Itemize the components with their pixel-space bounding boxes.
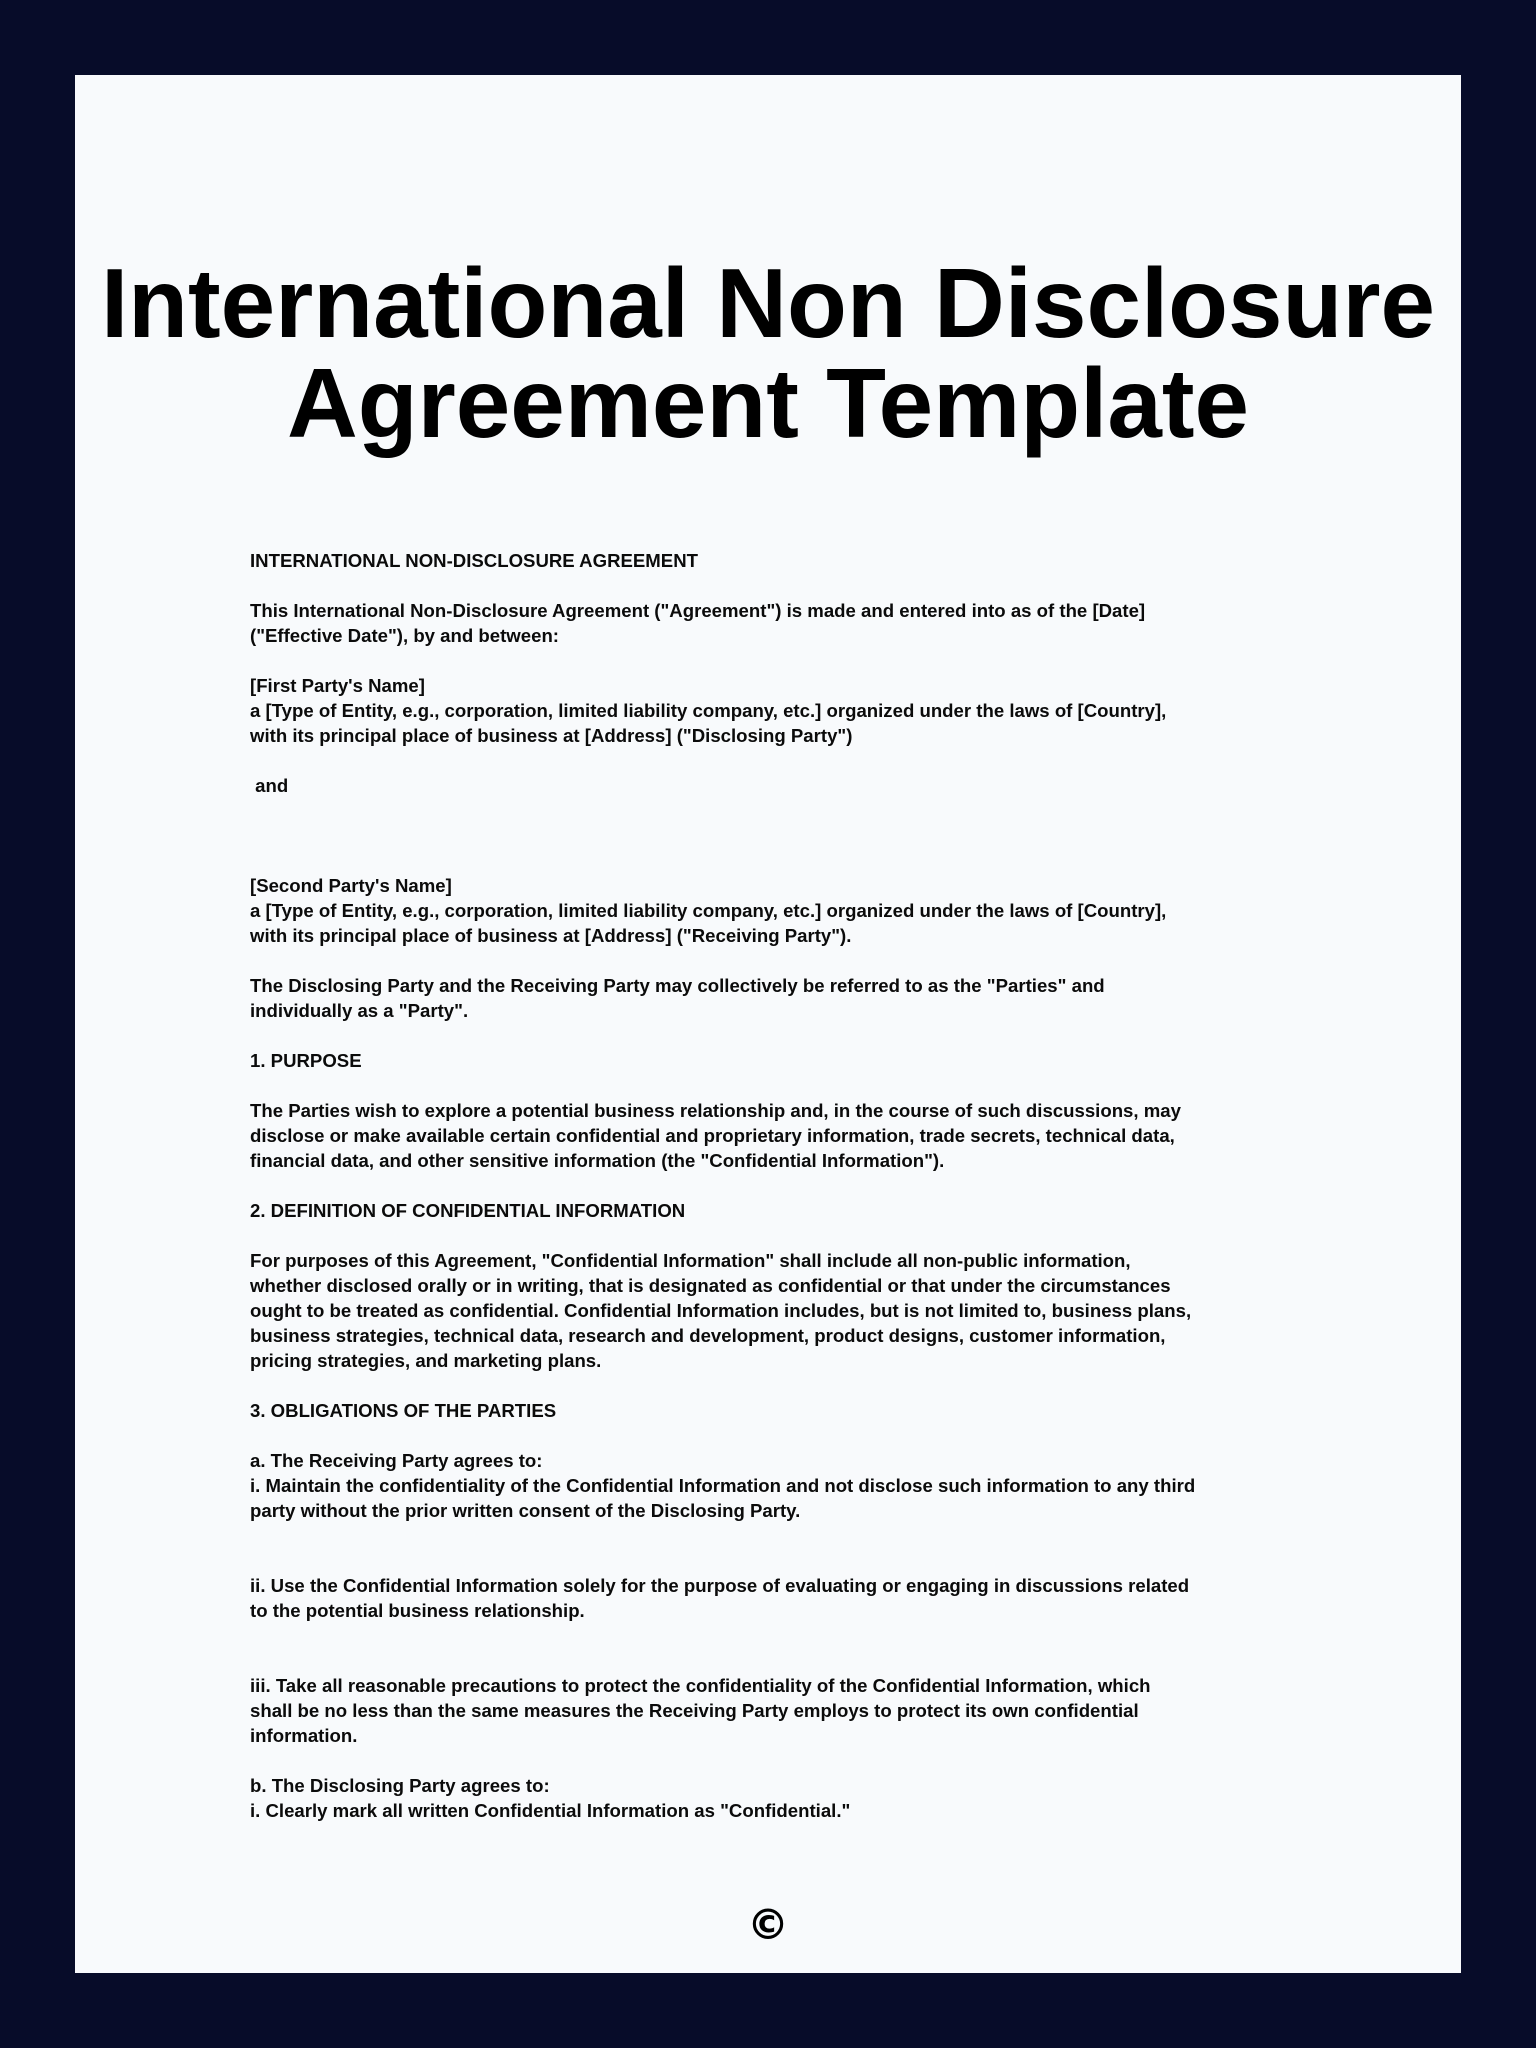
receiving-ii-line-1: ii. Use the Confidential Information solely for the purpose of evaluating or engaging in discussions related bbox=[250, 1575, 1190, 1596]
second-party-line-2: with its principal place of business at [Address] ("Receiving Party"). bbox=[250, 925, 852, 946]
parties-line-2: individually as a "Party". bbox=[250, 1000, 469, 1021]
definition-heading: 2. DEFINITION OF CONFIDENTIAL INFORMATION bbox=[250, 1200, 686, 1221]
first-party-line-2: with its principal place of business at [Address] ("Disclosing Party") bbox=[250, 725, 853, 746]
title-line-1: International Non Disclosure bbox=[100, 248, 1436, 358]
purpose-heading: 1. PURPOSE bbox=[250, 1050, 362, 1071]
intro-line-2: ("Effective Date"), by and between: bbox=[250, 625, 559, 646]
second-party-line-1: a [Type of Entity, e.g., corporation, limited liability company, etc.] organized under the laws of [Country], bbox=[250, 900, 1167, 921]
document-body bbox=[250, 548, 1310, 1823]
title-line-2: Agreement Template bbox=[286, 348, 1250, 458]
receiving-iii-line-2: shall be no less than the same measures the Receiving Party employs to protect its own confidential bbox=[250, 1700, 1139, 1721]
and-text: and bbox=[250, 775, 289, 796]
receiving-ii-line-2: to the potential business relationship. bbox=[250, 1600, 585, 1621]
agreement-heading: INTERNATIONAL NON-DISCLOSURE AGREEMENT bbox=[250, 550, 698, 571]
definition-line-5: pricing strategies, and marketing plans. bbox=[250, 1350, 602, 1371]
purpose-line-2: disclose or make available certain confidential and proprietary information, trade secrets, technical data, bbox=[250, 1125, 1175, 1146]
definition-line-3: ought to be treated as confidential. Confidential Information includes, but is not limited to, business plans, bbox=[250, 1300, 1192, 1321]
purpose-line-3: financial data, and other sensitive information (the "Confidential Information"). bbox=[250, 1150, 945, 1171]
receiving-iii-line-1: iii. Take all reasonable precautions to protect the confidentiality of the Confidential Information, which bbox=[250, 1675, 1151, 1696]
parties-line-1: The Disclosing Party and the Receiving Party may collectively be referred to as the "Parties" and bbox=[250, 975, 1105, 996]
first-party-name: [First Party's Name] bbox=[250, 675, 425, 696]
definition-line-1: For purposes of this Agreement, "Confidential Information" shall include all non-public information, bbox=[250, 1250, 1131, 1271]
receiving-i-line-2: party without the prior written consent of the Disclosing Party. bbox=[250, 1500, 801, 1521]
intro-line-1: This International Non-Disclosure Agreement ("Agreement") is made and entered into as of the [Date] bbox=[250, 600, 1146, 621]
second-party-name: [Second Party's Name] bbox=[250, 875, 452, 896]
disclosing-agrees: b. The Disclosing Party agrees to: bbox=[250, 1775, 550, 1796]
receiving-iii-line-3: information. bbox=[250, 1725, 358, 1746]
purpose-line-1: The Parties wish to explore a potential business relationship and, in the course of such discussions, may bbox=[250, 1100, 1181, 1121]
document-page bbox=[75, 75, 1461, 1973]
definition-line-2: whether disclosed orally or in writing, that is designated as confidential or that under the circumstances bbox=[250, 1275, 1171, 1296]
receiving-agrees: a. The Receiving Party agrees to: bbox=[250, 1450, 543, 1471]
copyright-icon: © bbox=[747, 1900, 789, 1949]
receiving-i-line-1: i. Maintain the confidentiality of the Confidential Information and not disclose such information to any third bbox=[250, 1475, 1196, 1496]
disclosing-i: i. Clearly mark all written Confidential Information as "Confidential." bbox=[250, 1800, 851, 1821]
obligations-heading: 3. OBLIGATIONS OF THE PARTIES bbox=[250, 1400, 557, 1421]
document-title bbox=[75, 248, 1461, 458]
first-party-line-1: a [Type of Entity, e.g., corporation, limited liability company, etc.] organized under the laws of [Country], bbox=[250, 700, 1167, 721]
definition-line-4: business strategies, technical data, research and development, product designs, customer information, bbox=[250, 1325, 1166, 1346]
